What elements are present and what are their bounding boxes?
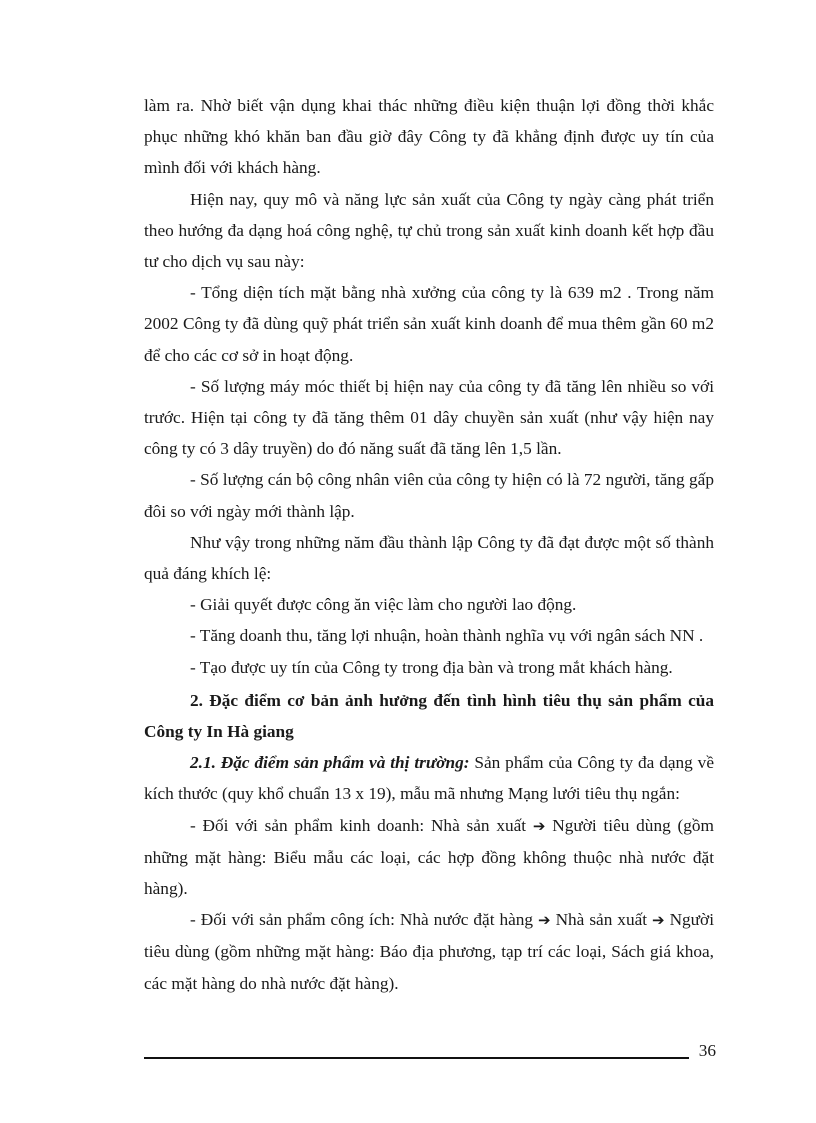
public-text-end: Người tiêu dùng (gồm những mặt hàng: Báo địa phương, tạp trí các loại, Sách giá khoa, các mặt hàng do nhà nước đặt hàng). bbox=[144, 910, 714, 993]
list-item-public-products bbox=[144, 904, 714, 999]
footer-divider bbox=[144, 1057, 689, 1059]
arrow-right-icon: ➔ bbox=[538, 911, 551, 930]
paragraph-achievements: Như vậy trong những năm đầu thành lập Công ty đã đạt được một số thành quả đáng khích lệ: bbox=[144, 532, 714, 584]
list-item-staff: - Số lượng cán bộ công nhân viên của công ty hiện có là 72 người, tăng gấp đôi so với ngày mới thành lập. bbox=[144, 470, 714, 521]
paragraph-intro: làm ra. Nhờ biết vận dụng khai thác những điều kiện thuận lợi đồng thời khắc phục những khó khăn ban đầu giờ đây Công ty đã khẳng định được uy tín của mình đối với khách hàng. bbox=[144, 96, 714, 178]
public-text-start: - Đối với sản phẩm công ích: Nhà nước đặt hàng bbox=[190, 910, 539, 930]
arrow-right-icon: ➔ bbox=[652, 911, 665, 930]
subsection-text: Sản phẩm của Công ty đa dạng về kích thước (quy khổ chuẩn 13 x 19), mẫu mã nhưng Mạng lưới tiêu thụ ngắn: bbox=[144, 753, 714, 804]
list-item-equipment: - Số lượng máy móc thiết bị hiện nay của công ty đã tăng lên nhiều so với trước. Hiện tại công ty đã tăng thêm 01 dây chuyền sản xuất (như vậy hiện nay công ty có 3 dây truyền) do đó năng suất đã tăng lên 1,5 lần. bbox=[144, 376, 714, 459]
paragraph-scale: Hiện nay, quy mô và năng lực sản xuất của Công ty ngày càng phát triển theo hướng đa dạng hoá công nghệ, tự chủ trong sản xuất kinh doanh kết hợp đầu tư cho dịch vụ sau này: bbox=[144, 189, 714, 272]
public-text-middle: Nhà sản xuất bbox=[550, 910, 653, 930]
list-item-area: - Tổng diện tích mặt bằng nhà xưởng của công ty là 639 m2 . Trong năm 2002 Công ty đã dùng quỹ phát triển sản xuất kinh doanh để mua thêm gần 60 m2 để cho các cơ sở in hoạt động. bbox=[144, 283, 714, 365]
list-item-jobs: - Giải quyết được công ăn việc làm cho người lao động. bbox=[190, 595, 577, 615]
section-heading: 2. Đặc điểm cơ bản ảnh hưởng đến tình hình tiêu thụ sản phẩm của Công ty In Hà giang bbox=[144, 690, 714, 742]
page-footer bbox=[144, 1041, 716, 1071]
list-item-business-products bbox=[144, 810, 714, 905]
page-number: 36 bbox=[698, 1041, 716, 1060]
business-text-start: - Đối với sản phẩm kinh doanh: Nhà sản xuất bbox=[190, 815, 533, 835]
document-body bbox=[144, 90, 714, 999]
arrow-right-icon: ➔ bbox=[532, 816, 546, 835]
paragraph-products-markets bbox=[144, 747, 714, 809]
subsection-title: 2.1. Đặc điểm sản phẩm và thị trường: bbox=[190, 753, 470, 773]
list-item-reputation: - Tạo được uy tín của Công ty trong địa bàn và trong mắt khách hàng. bbox=[190, 657, 673, 677]
list-item-revenue: - Tăng doanh thu, tăng lợi nhuận, hoàn thành nghĩa vụ với ngân sách NN . bbox=[190, 626, 704, 646]
business-text-end: Người tiêu dùng (gồm những mặt hàng: Biểu mẫu các loại, các hợp đồng không thuộc nhà nước đặt hàng). bbox=[144, 815, 714, 899]
